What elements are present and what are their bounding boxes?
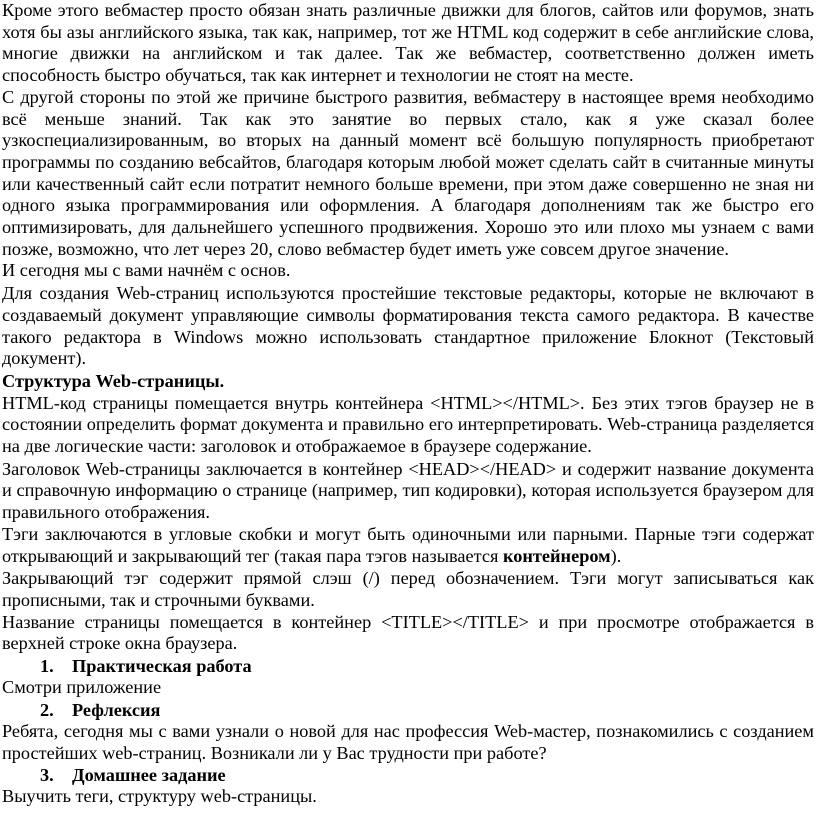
paragraph-tags (2, 524, 814, 567)
paragraph-other-side: С другой стороны по этой же причине быстрого развития, вебмастеру в настоящее время необходимо всё меньше знаний. Так как это занятие во первых стало, как я уже сказал более узкоспециализированным, во вторых на данный момент всё большую популярность приобретают программы по созданию вебсайтов, благодаря которым любой может сделать сайт в считанные минуты или качественный сайт если потратит немного больше времени, при этом даже совершенно не зная ни одного языка программирования или оформления. А благодаря дополнениям так же быстро его оптимизировать, для дальнейшего успешного продвижения. Хорошо это или плохо мы узнаем с вами позже, возможно, что лет через 20, слово вебмастер будет иметь уже совсем другое значение. (2, 86, 814, 259)
list-number: 1. (40, 656, 54, 677)
paragraph-head-container: Заголовок Web-страницы заключается в контейнер <HEAD></HEAD> и содержит название документа и справочную информацию о странице (например, тип кодировки), которая используется браузером для правильного отображения. (2, 458, 814, 523)
list-number: 2. (40, 699, 54, 720)
term-container: контейнером (502, 545, 611, 566)
paragraph-homework: Выучить теги, структуру web-страницы. (2, 786, 317, 807)
paragraph-title-container: Название страницы помещается в контейнер <TITLE></TITLE> и при просмотре отображается в верхней строке окна браузера. (2, 611, 814, 654)
list-item-homework (2, 764, 814, 786)
list-label: Домашнее задание (72, 765, 226, 786)
list-label: Рефлексия (72, 699, 161, 720)
paragraph-closing-tag: Закрывающий тэг содержит прямой слэш (/) перед обозначением. Тэги могут записываться как прописными, так и строчными буквами. (2, 568, 814, 610)
paragraph-see-appendix: Смотри приложение (2, 677, 162, 698)
list-item-practical (2, 655, 814, 677)
paragraph-tags-end: ). (610, 545, 622, 566)
paragraph-reflection: Ребята, сегодня мы с вами узнали о новой для нас профессия Web-мастер, познакомились с созданием простейших web-страниц. Возникали ли у Вас трудности при работе? (2, 720, 814, 763)
list-number: 3. (40, 765, 54, 786)
paragraph-start-basics: И сегодня мы с вами начнём с основ. (2, 260, 291, 281)
list-item-reflection (2, 699, 814, 721)
paragraph-html-container: HTML-код страницы помещается внутрь контейнера <HTML></HTML>. Без этих тэгов браузер не в состоянии определить формат документа и правильно его интерпретировать. Web-страница разделяется на две логические части: заголовок и отображаемое в браузере содержание. (2, 392, 814, 457)
paragraph-editors: Для создания Web-страниц используются простейшие текстовые редакторы, которые не включают в создаваемый документ управляющие символы форматирования текста самого редактора. В качестве такого редактора в Windows можно использовать стандартное приложение Блокнот (Текстовый документ). (2, 283, 814, 369)
paragraph-tags-text: Тэги заключаются в угловые скобки и могут быть одиночными или парными. Парные тэги содержат открывающий и закрывающий тег (такая пара тэгов называется (2, 523, 814, 566)
list-label: Практическая работа (72, 656, 252, 677)
paragraph-webmaster-skills: Кроме этого вебмастер просто обязан знать различные движки для блогов, сайтов или форумов, знать хотя бы азы английского языка, так как, например, тот же HTML код содержит в себе английские слова, многие движки на английском и так далее. Так же вебмастер, соответственно должен иметь способность быстро обучаться, так как интернет и технологии не стоят на месте. (2, 0, 814, 86)
section-heading: Структура Web-страницы. (2, 370, 225, 391)
